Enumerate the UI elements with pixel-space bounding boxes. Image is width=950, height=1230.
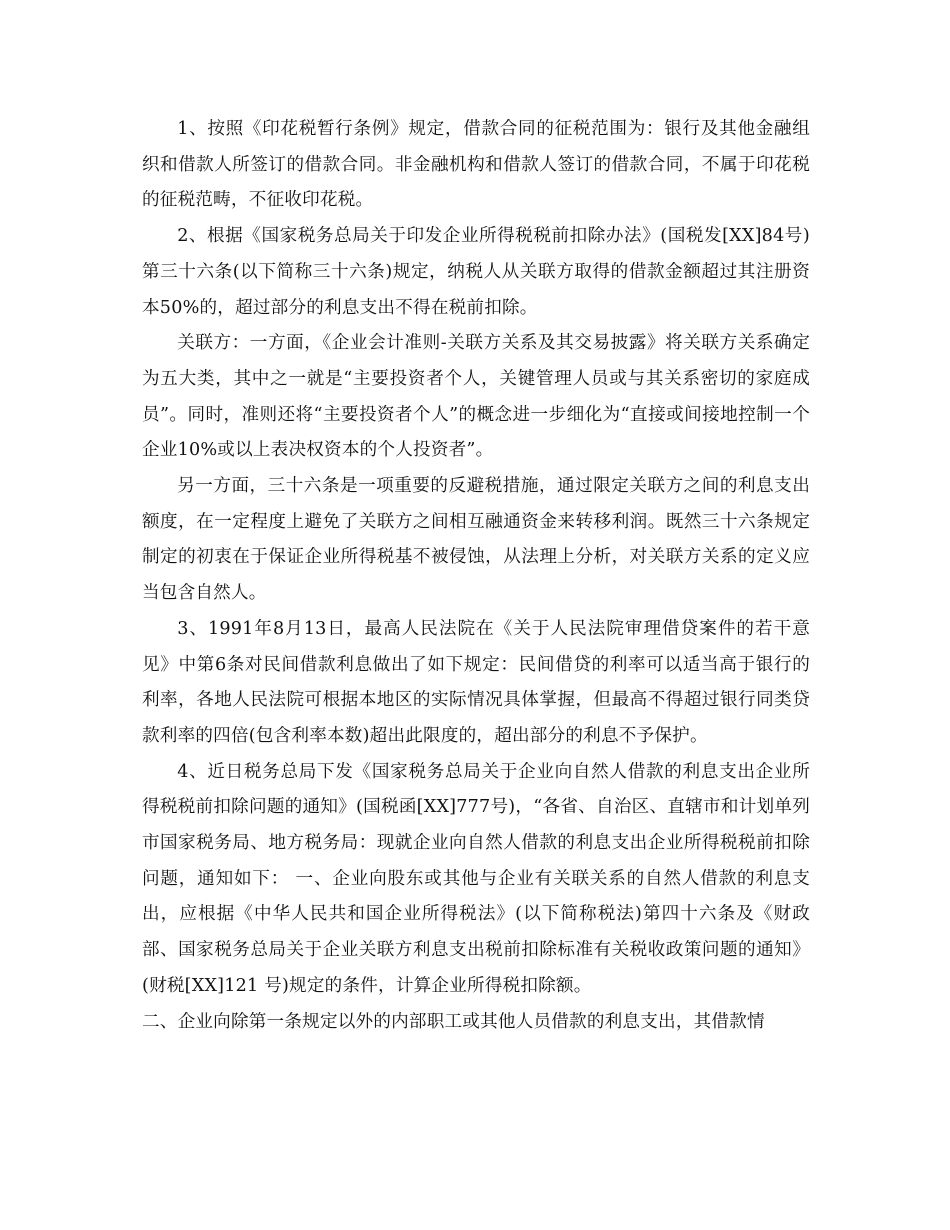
document-body <box>142 112 810 1040</box>
paragraph-tax-notice: 4、近日税务总局下发《国家税务总局关于企业向自然人借款的利息支出企业所得税税前扣除问题的通知》(国税函[XX]777号)，“各省、自治区、直辖市和计划单列市国家税务局、地方税务局：现就企业向自然人借款的利息支出企业所得税税前扣除问题，通知如下： 一、企业向股东或其他与企业有关联关系的自然人借款的利息支出，应根据《中华人民共和国企业所得税法》(以下简称税法)第四十六条及《财政部、国家税务总局关于企业关联方利息支出税前扣除标准有关税收政策问题的通知》(财税[XX]121 号)规定的条件，计算企业所得税扣除额。 <box>142 761 810 996</box>
paragraph-related-party-definition: 关联方：一方面，《企业会计准则-关联方关系及其交易披露》将关联方关系确定为五大类，其中之一就是“主要投资者个人，关键管理人员或与其关系密切的家庭成员”。同时，准则还将“主要投资者个人”的概念进一步细化为“直接或间接地控制一个企业10%或以上表决权资本的个人投资者”。 <box>142 333 810 461</box>
paragraph-anti-avoidance: 另一方面，三十六条是一项重要的反避税措施，通过限定关联方之间的利息支出额度，在一定程度上避免了关联方之间相互融通资金来转移利润。既然三十六条规定制定的初衷在于保证企业所得税基不被侵蚀，从法理上分析，对关联方关系的定义应当包含自然人。 <box>142 476 810 604</box>
paragraph-related-party-rule: 2、根据《国家税务总局关于印发企业所得税税前扣除办法》(国税发[XX]84号)第三十六条(以下简称三十六条)规定，纳税人从关联方取得的借款金额超过其注册资本50%的，超过部分的利息支出不得在税前扣除。 <box>142 226 810 318</box>
paragraph-article-two: 二、企业向除第一条规定以外的内部职工或其他人员借款的利息支出，其借款情 <box>142 1011 765 1032</box>
paragraph-supreme-court-opinion: 3、1991年8月13日，最高人民法院在《关于人民法院审理借贷案件的若干意见》中第6条对民间借款利息做出了如下规定：民间借贷的利率可以适当高于银行的利率，各地人民法院可根据本地区的实际情况具体掌握，但最高不得超过银行同类贷款利率的四倍(包含利率本数)超出此限度的，超出部分的利息不予保护。 <box>142 618 810 746</box>
paragraph-stamp-tax: 1、按照《印花税暂行条例》规定，借款合同的征税范围为：银行及其他金融组织和借款人所签订的借款合同。非金融机构和借款人签订的借款合同，不属于印花税的征税范畴，不征收印花税。 <box>142 119 810 211</box>
